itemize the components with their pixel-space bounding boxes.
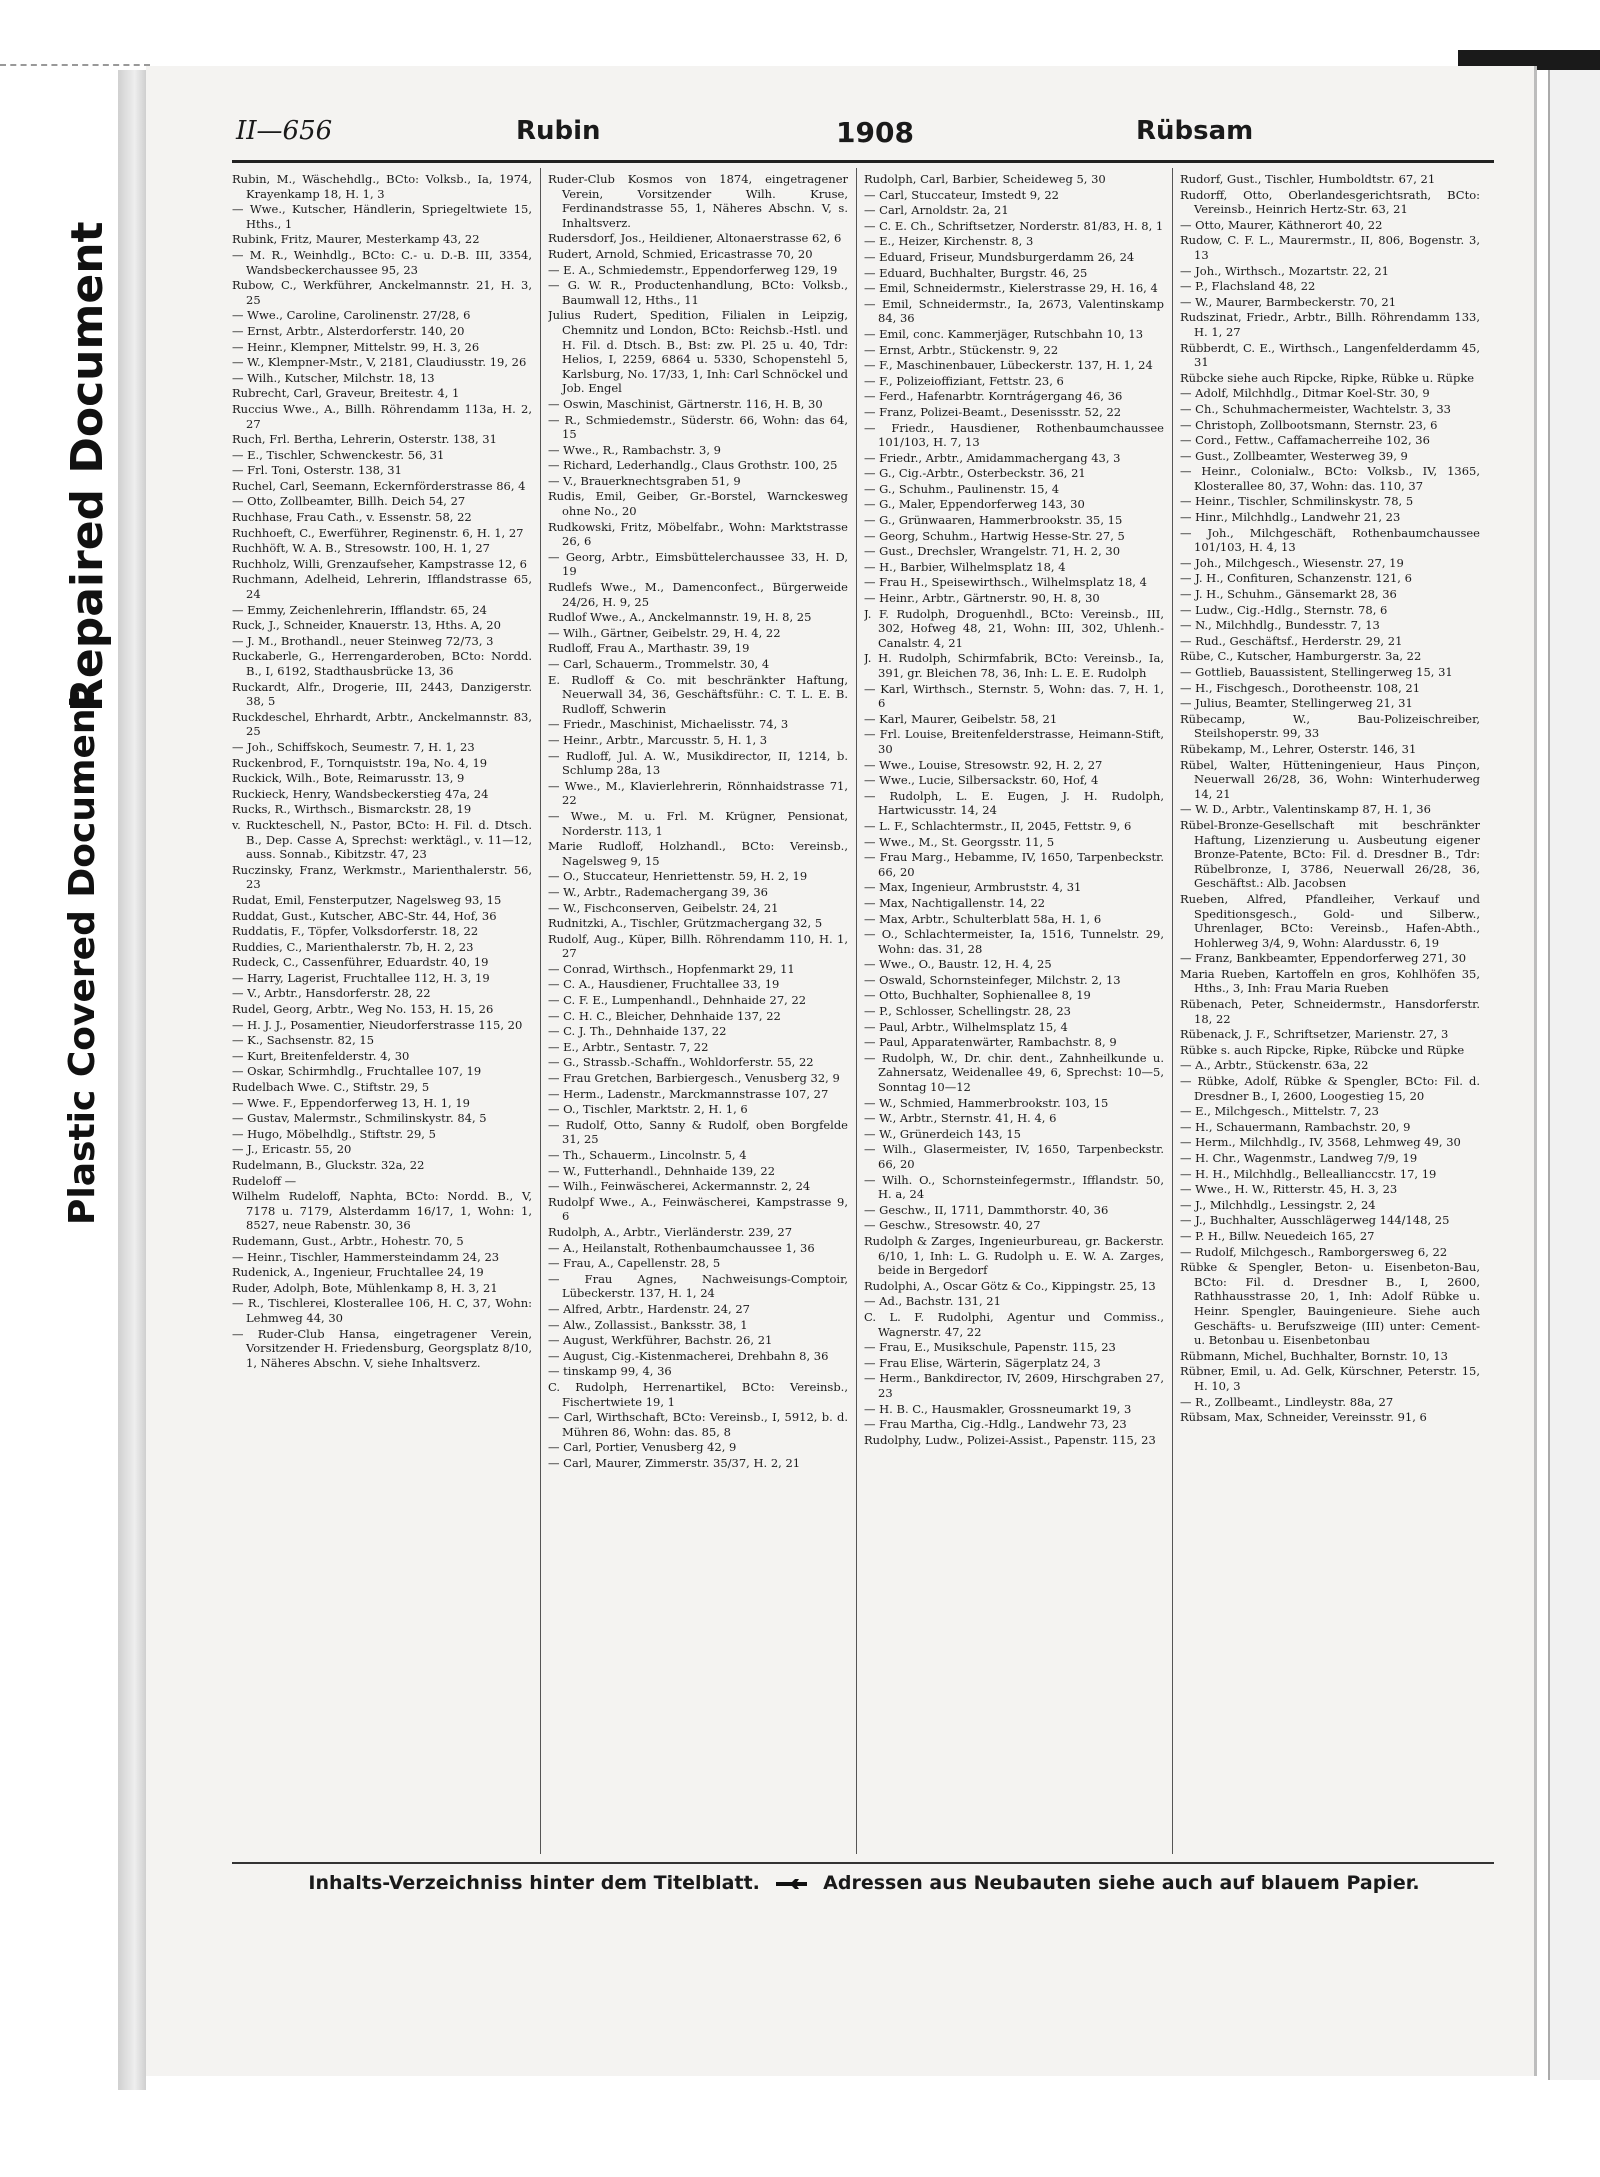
directory-entry: — H. H., Milchhdlg., Belleallianccstr. 17, 19 [1180,1166,1437,1181]
directory-entry: — Joh., Wirthsch., Mozartstr. 22, 21 [1180,263,1389,278]
directory-entry: — Max, Nachtigallenstr. 14, 22 [864,895,1046,910]
directory-entry: — Max, Ingenieur, Armbruststr. 4, 31 [864,880,1082,895]
directory-entry: Ruchmann, Adelheid, Lehrerin, Ifflandstrasse 65, 24 [232,572,532,602]
directory-entry: Rudolpf Wwe., A., Feinwäscherei, Kampstrasse 9, 6 [548,1194,848,1224]
directory-entry: — Emmy, Zeichenlehrerin, Ifflandstr. 65, 24 [232,602,487,617]
directory-entry: Ruch, Frl. Bertha, Lehrerin, Osterstr. 138, 31 [232,432,497,447]
directory-entry: — G., Grünwaaren, Hammerbrookstr. 35, 15 [864,513,1123,528]
directory-entry: — Rübke, Adolf, Rübke & Spengler, BCto: Fil. d. Dresdner B., I, 2600, Loogestieg 15, 20 [1180,1074,1480,1103]
directory-entry: — Gust., Drechsler, Wrangelstr. 71, H. 2, 30 [864,544,1121,559]
directory-entry: — Emil, Schneidermstr., Kielerstrasse 29, H. 16, 4 [864,281,1158,296]
directory-entry: Maria Rueben, Kartoffeln en gros, Kohlhöfen 35, Hths., 3, Inh: Frau Maria Rueben [1180,966,1480,996]
directory-entry: — R., Tischlerei, Klosterallee 106, H. C, 37, Wohn: Lehmweg 44, 30 [232,1296,532,1325]
directory-entry: Rudkowski, Fritz, Möbelfabr., Wohn: Marktstrasse 26, 6 [548,519,848,549]
column-divider [856,168,857,1854]
directory-entry: — Harry, Lagerist, Fruchtallee 112, H. 3, 19 [232,970,490,985]
footer-left: Inhalts-Verzeichniss hinter dem Titelblatt. [308,1872,760,1894]
directory-entry: — C. J. Th., Dehnhaide 137, 22 [548,1024,727,1039]
directory-entry: — Oskar, Schirmhdlg., Fruchtallee 107, 19 [232,1064,482,1079]
directory-entry: Rudersdorf, Jos., Heildiener, Altonaerstrasse 62, 6 [548,231,842,246]
column-1 [232,172,532,1854]
directory-entry: Rübenack, J. F., Schriftsetzer, Marienstr. 27, 3 [1180,1027,1449,1042]
directory-entry: Rudenick, A., Ingenieur, Fruchtallee 24, 19 [232,1265,484,1280]
directory-entry: — Carl, Stuccateur, Imstedt 9, 22 [864,187,1059,202]
directory-entry: — J., Ericastr. 55, 20 [232,1142,352,1157]
directory-entry: — W., Klempner-Mstr., V, 2181, Claudiusstr. 19, 26 [232,355,527,370]
directory-entry: Ruchel, Carl, Seemann, Eckernförderstrasse 86, 4 [232,478,526,493]
directory-entry: Rübecamp, W., Bau-Polizeischreiber, Steilshoperstr. 99, 33 [1180,711,1480,741]
directory-entry: Rueben, Alfred, Pfandleiher, Verkauf und Speditionsgesch., Gold- und Silberw., Uhrenlager, BCto: Vereinsb., Hafen-Abth., Hohlerweg 3/4, 9, Wohn: Alardusstr. 6, 19 [1180,891,1480,950]
directory-entry: C. L. F. Rudolphi, Agentur und Commiss., Wagnerstr. 47, 22 [864,1309,1164,1339]
directory-entry: Ruchholz, Willi, Grenzaufseher, Kampstrasse 12, 6 [232,556,527,571]
directory-entry: Ruddatis, F., Töpfer, Volksdorferstr. 18, 22 [232,924,479,939]
directory-entry: — Heinr., Arbtr., Gärtnerstr. 90, H. 8, 30 [864,591,1100,606]
directory-entry: — Wilh. O., Schornsteinfegermstr., Ifflandstr. 50, H. a, 24 [864,1172,1164,1202]
directory-entry: — Rudolph, W., Dr. chir. dent., Zahnheilkunde u. Zahnersatz, Weidenallee 49, 6, Sprechst: 10—5, Sonntag 10—12 [864,1050,1164,1095]
directory-entry: — G., Strassb.-Schaffn., Wohldorferstr. 55, 22 [548,1055,814,1070]
directory-entry: — Ad., Bachstr. 131, 21 [864,1294,1001,1309]
directory-entry: Rubin, M., Wäschehdlg., BCto: Volksb., Ia, 1974, Krayenkamp 18, H. 1, 3 [232,172,532,201]
directory-entry: — E., Heizer, Kirchenstr. 8, 3 [864,234,1034,249]
directory-entry: — H. B. C., Hausmakler, Grossneumarkt 19, 3 [864,1401,1132,1416]
directory-entry: — Wwe. F., Eppendorferweg 13, H. 1, 19 [232,1095,470,1110]
directory-entry: — Ludw., Cig.-Hdlg., Sternstr. 78, 6 [1180,602,1388,617]
directory-entry: — Oswin, Maschinist, Gärtnerstr. 116, H. B, 30 [548,396,823,411]
directory-entry: — O., Schlachtermeister, Ia, 1516, Tunnelstr. 29, Wohn: das. 31, 28 [864,927,1164,956]
directory-entry: — E. A., Schmiedemstr., Eppendorferweg 129, 19 [548,262,838,277]
directory-entry: Ruck, J., Schneider, Knauerstr. 13, Hths. A, 20 [232,618,501,633]
directory-entry: — H. Chr., Wagenmstr., Landweg 7/9, 19 [1180,1151,1418,1165]
directory-entry: — E., Milchgesch., Mittelstr. 7, 23 [1180,1104,1379,1119]
directory-entry: — Herm., Ladenstr., Marckmannstrasse 107, 27 [548,1086,829,1101]
directory-entry: — J. H., Confituren, Schanzenstr. 121, 6 [1180,571,1412,586]
directory-entry: — Heinr., Klempner, Mittelstr. 99, H. 3, 26 [232,339,480,354]
side-label [0,100,118,1225]
directory-entry: — J., Milchhdlg., Lessingstr. 2, 24 [1180,1197,1376,1212]
directory-entry: Rudemann, Gust., Arbtr., Hohestr. 70, 5 [232,1233,464,1248]
top-dash-line [0,64,150,66]
directory-entry: v. Ruckteschell, N., Pastor, BCto: H. Fil. d. Dtsch. B., Dep. Casse A, Sprechst: werktägl., v. 11—12, auss. Sonnab., Kibitzstr. 47, 23 [232,817,532,862]
pointing-hand-icon [775,1877,809,1891]
directory-entry: Rudloff, Frau A., Marthastr. 39, 19 [548,641,750,656]
directory-entry: — Wwe., Lucie, Silbersackstr. 60, Hof, 4 [864,773,1099,788]
directory-entry: — Oswald, Schornsteinfeger, Milchstr. 2, 13 [864,972,1121,987]
directory-entry: — Otto, Zollbeamter, Billh. Deich 54, 27 [232,494,466,509]
directory-entry: Ruckardt, Alfr., Drogerie, III, 2443, Danzigerstr. 38, 5 [232,679,532,709]
directory-entry: — Franz, Polizei-Beamt., Desenissstr. 52, 22 [864,404,1122,419]
page-number: II—656 [236,116,333,146]
directory-columns [232,168,1494,1858]
directory-entry: — Joh., Milchgesch., Wiesenstr. 27, 19 [1180,555,1404,570]
directory-entry: Ruccius Wwe., A., Billh. Röhrendamm 113a, H. 2, 27 [232,401,532,431]
directory-entry: — Otto, Buchhalter, Sophienallee 8, 19 [864,988,1091,1003]
directory-entry: — Carl, Portier, Venusberg 42, 9 [548,1440,737,1455]
directory-entry: — Ch., Schuhmachermeister, Wachtelstr. 3, 33 [1180,401,1451,416]
directory-entry: — Friedr., Maschinist, Michaelisstr. 74, 3 [548,717,789,732]
directory-entry: — Ferd., Hafenarbtr. Korntrágergang 46, 36 [864,389,1123,404]
directory-entry: — Paul, Arbtr., Wilhelmsplatz 15, 4 [864,1019,1068,1034]
directory-entry: — Frau, E., Musikschule, Papenstr. 115, 23 [864,1340,1116,1355]
directory-entry: — C. E. Ch., Schriftsetzer, Norderstr. 81/83, H. 8, 1 [864,218,1164,233]
directory-entry: Ruder-Club Kosmos von 1874, eingetragener Verein, Vorsitzender Wilh. Kruse, Ferdinandstrasse 55, 1, Näheres Abschn. V, s. Inhaltsverz. [548,172,848,230]
directory-entry: — Georg, Schuhm., Hartwig Hesse-Str. 27, 5 [864,528,1125,543]
column-3 [864,172,1164,1854]
directory-entry: — V., Arbtr., Hansdorferstr. 28, 22 [232,986,431,1001]
directory-entry: — W., Grünerdeich 143, 15 [864,1126,1021,1141]
directory-entry: — Alfred, Arbtr., Hardenstr. 24, 27 [548,1301,750,1316]
directory-entry: — Conrad, Wirthsch., Hopfenmarkt 29, 11 [548,961,795,976]
directory-entry: Rübmann, Michel, Buchhalter, Bornstr. 10, 13 [1180,1348,1448,1363]
directory-entry: — R., Zollbeamt., Lindleystr. 88a, 27 [1180,1394,1394,1409]
footer-right: Adressen aus Neubauten siehe auch auf blauem Papier. [823,1872,1420,1894]
directory-entry: — F., Polizeioffiziant, Fettstr. 23, 6 [864,373,1064,388]
directory-entry: — Carl, Maurer, Zimmerstr. 35/37, H. 2, 21 [548,1455,801,1470]
running-head [236,116,1492,156]
directory-entry: — Ernst, Arbtr., Stückenstr. 9, 22 [864,342,1059,357]
directory-entry: — H. J. J., Posamentier, Nieudorferstrasse 115, 20 [232,1017,523,1032]
directory-entry: Rudolph, Carl, Barbier, Scheideweg 5, 30 [864,172,1106,186]
directory-entry: — Wwe., M., Klavierlehrerin, Rönnhaidstrasse 71, 22 [548,778,848,808]
directory-entry: Rudlof Wwe., A., Anckelmannstr. 19, H. 8, 25 [548,610,812,625]
directory-entry: — G., Schuhm., Paulinenstr. 15, 4 [864,481,1060,496]
directory-entry: — A., Arbtr., Stückenstr. 63a, 22 [1180,1058,1369,1073]
directory-entry: E. Rudloff & Co. mit beschränkter Haftung, Neuerwall 34, 36, Geschäftsführ.: C. T. L. E. B. Rudloff, Schwerin [548,672,848,716]
directory-entry: — Joh., Milchgeschäft, Rothenbaumchaussee 101/103, H. 4, 13 [1180,525,1480,555]
directory-entry: Ruckieck, Henry, Wandsbeckerstieg 47a, 24 [232,786,489,801]
directory-entry: Rudorff, Otto, Oberlandesgerichtsrath, BCto: Vereinsb., Heinrich Hertz-Str. 63, 21 [1180,187,1480,217]
directory-entry: — W., Arbtr., Rademachergang 39, 36 [548,884,768,899]
directory-entry: — Frau Martha, Cig.-Hdlg., Landwehr 73, 23 [864,1417,1127,1432]
directory-entry: — Wilh., Kutscher, Milchstr. 18, 13 [232,370,435,385]
directory-entry: — Hugo, Möbelhdlg., Stiftstr. 29, 5 [232,1126,436,1141]
directory-entry: Rudel, Georg, Arbtr., Weg No. 153, H. 15, 26 [232,1002,494,1017]
directory-entry: — G., Cig.-Arbtr., Osterbeckstr. 36, 21 [864,466,1086,481]
directory-entry: — Geschw., Stresowstr. 40, 27 [864,1218,1041,1233]
year: 1908 [836,116,914,149]
directory-entry: — Julius, Beamter, Stellingerweg 21, 31 [1180,696,1413,711]
directory-entry: J. H. Rudolph, Schirmfabrik, BCto: Vereinsb., Ia, 391, gr. Bleichen 78, 36, Inh: L. E. E. Rudolph [864,651,1164,680]
directory-entry: — Friedr., Hausdiener, Rothenbaumchaussee 101/103, H. 7, 13 [864,420,1164,450]
directory-entry: Ruckick, Wilh., Bote, Reimarusstr. 13, 9 [232,771,465,786]
directory-entry: — Frl. Louise, Breitenfelderstrasse, Heimann-Stift, 30 [864,727,1164,756]
directory-entry: — K., Sachsenstr. 82, 15 [232,1033,375,1048]
directory-entry: — Wwe., Kutscher, Händlerin, Spriegeltwiete 15, Hths., 1 [232,202,532,231]
directory-entry: — R., Schmiedemstr., Süderstr. 66, Wohn: das 64, 15 [548,412,848,442]
directory-entry: Rübel, Walter, Hütteningenieur, Haus Pinçon, Neuerwall 26/28, 36, Wohn: Winterhuderweg 14, 21 [1180,757,1480,801]
directory-entry: — O., Tischler, Marktstr. 2, H. 1, 6 [548,1102,748,1117]
directory-entry: Rudolphy, Ludw., Polizei-Assist., Papenstr. 115, 23 [864,1432,1156,1447]
directory-entry: — Rudloff, Jul. A. W., Musikdirector, II, 1214, b. Schlump 28a, 13 [548,748,848,778]
column-divider [540,168,541,1854]
directory-entry: — Ernst, Arbtr., Alsterdorferstr. 140, 20 [232,323,465,338]
directory-entry: — W. D., Arbtr., Valentinskamp 87, H. 1, 36 [1180,802,1431,817]
directory-entry: Rudert, Arnold, Schmied, Ericastrasse 70, 20 [548,246,813,261]
directory-entry: — Herm., Bankdirector, IV, 2609, Hirschgraben 27, 23 [864,1371,1164,1400]
directory-entry: Rübke & Spengler, Beton- u. Eisenbeton-Bau, BCto: Fil. d. Dresdner B., I, 2600, Rathhausstrasse 20, 1, Inh: Adolf Rübke u. Heinr. Spengler, Bauingenieure. Siehe auch Geschäfts- u. Berufszweige (III) unter: Cement- u. Betonbau u. Eisenbetonbau [1180,1260,1480,1348]
directory-entry: Marie Rudloff, Holzhandl., BCto: Vereinsb., Nagelsweg 9, 15 [548,839,848,868]
directory-entry: Rubrecht, Carl, Graveur, Breitestr. 4, 1 [232,386,460,401]
directory-entry: — E., Arbtr., Sentastr. 7, 22 [548,1039,709,1054]
directory-entry: Ruddat, Gust., Kutscher, ABC-Str. 44, Hof, 36 [232,908,497,923]
directory-entry: Rübe, C., Kutscher, Hamburgerstr. 3a, 22 [1180,649,1422,664]
directory-entry: — M. R., Weinhdlg., BCto: C.- u. D.-B. III, 3354, Wandsbeckerchaussee 95, 23 [232,247,532,277]
directory-entry: — E., Tischler, Schwenckestr. 56, 31 [232,447,445,462]
directory-entry: Ruckdeschel, Ehrhardt, Arbtr., Anckelmannstr. 83, 25 [232,709,532,739]
directory-entry: C. Rudolph, Herrenartikel, BCto: Vereinsb., Fischertwiete 19, 1 [548,1379,848,1409]
directory-entry: — Hinr., Milchhdlg., Landwehr 21, 23 [1180,510,1401,525]
directory-entry: — C. F. E., Lumpenhandl., Dehnhaide 27, 22 [548,993,807,1008]
adjacent-page-edge [1548,70,1600,2080]
directory-entry: — P., Schlosser, Schellingstr. 28, 23 [864,1004,1071,1019]
directory-entry: Rudorf, Gust., Tischler, Humboldtstr. 67, 21 [1180,172,1436,186]
directory-entry: — Gottlieb, Bauassistent, Stellingerweg 15, 31 [1180,665,1453,679]
directory-entry: Rubow, C., Werkführer, Anckelmannstr. 21, H. 3, 25 [232,278,532,307]
directory-entry: Rudlefs Wwe., M., Damenconfect., Bürgerweide 24/26, H. 9, 25 [548,580,848,609]
header-rule [232,160,1494,163]
directory-entry: Rudeloff — [232,1173,297,1188]
directory-entry: — Carl, Arnoldstr. 2a, 21 [864,203,1009,218]
directory-entry: — Emil, conc. Kammerjäger, Rutschbahn 10, 13 [864,326,1144,341]
footer-note [236,1872,1492,1894]
directory-entry: Ruchhöft, W. A. B., Stresowstr. 100, H. 1, 27 [232,541,490,556]
column-divider [1172,168,1173,1854]
directory-entry: — Wwe., Louise, Stresowstr. 92, H. 2, 27 [864,757,1103,772]
directory-entry: Rübenach, Peter, Schneidermstr., Hansdorferstr. 18, 22 [1180,997,1480,1026]
directory-entry: — Joh., Schiffskoch, Seumestr. 7, H. 1, 23 [232,739,475,754]
first-guide-word: Rubin [516,116,601,146]
directory-entry: — J. H., Schuhm., Gänsemarkt 28, 36 [1180,587,1397,602]
directory-entry: Rudow, C. F. L., Maurermstr., II, 806, Bogenstr. 3, 13 [1180,233,1480,262]
directory-entry: Rübner, Emil, u. Ad. Gelk, Kürschner, Peterstr. 15, H. 10, 3 [1180,1364,1480,1393]
directory-entry: — Heinr., Arbtr., Marcusstr. 5, H. 1, 3 [548,732,768,747]
directory-entry: — Kurt, Breitenfelderstr. 4, 30 [232,1048,410,1063]
directory-entry: — Wwe., M., St. Georgsstr. 11, 5 [864,834,1055,849]
directory-entry: — Georg, Arbtr., Eimsbüttelerchaussee 33, H. D, 19 [548,549,848,579]
directory-entry: Rudolf, Aug., Küper, Billh. Röhrendamm 110, H. 1, 27 [548,931,848,961]
directory-entry: Ruchhase, Frau Cath., v. Essenstr. 58, 22 [232,510,472,525]
directory-entry: — Frl. Toni, Osterstr. 138, 31 [232,463,402,478]
directory-entry: Rudszinat, Friedr., Arbtr., Billh. Röhrendamm 133, H. 1, 27 [1180,310,1480,339]
directory-entry: Rübke s. auch Ripcke, Ripke, Rübcke und Rüpke [1180,1042,1465,1057]
directory-entry: — Th., Schauerm., Lincolnstr. 5, 4 [548,1148,747,1162]
directory-entry: — P. H., Billw. Neuedeich 165, 27 [1180,1228,1375,1243]
column-2 [548,172,848,1854]
directory-entry: — Richard, Lederhandlg., Claus Grothstr. 100, 25 [548,458,838,473]
directory-entry: — Wwe., R., Rambachstr. 3, 9 [548,442,721,457]
directory-entry: — Wwe., H. W., Ritterstr. 45, H. 3, 23 [1180,1182,1398,1197]
directory-entry: — Heinr., Tischler, Hammersteindamm 24, 23 [232,1249,500,1264]
directory-entry: Ruder, Adolph, Bote, Mühlenkamp 8, H. 3, 21 [232,1280,498,1295]
directory-entry: — Franz, Bankbeamter, Eppendorferweg 271, 30 [1180,951,1467,966]
directory-entry: J. F. Rudolph, Droguenhdl., BCto: Vereinsb., III, 302, Hofweg 48, 21, Wohn: III, 302, Uhlenh.-Canalstr. 4, 21 [864,606,1164,650]
directory-entry: — Karl, Maurer, Geibelstr. 58, 21 [864,711,1058,726]
repaired-document-label: Repaired Document [62,221,113,712]
directory-entry: — Rud., Geschäftsf., Herderstr. 29, 21 [1180,633,1403,648]
directory-entry: — August, Cig.-Kistenmacherei, Drehbahn 8, 36 [548,1348,829,1363]
directory-entry: — Otto, Maurer, Käthnerort 40, 22 [1180,217,1383,232]
directory-entry: Rudeck, C., Cassenführer, Eduardstr. 40, 19 [232,955,489,970]
directory-entry: Rübberdt, C. E., Wirthsch., Langenfelderdamm 45, 31 [1180,340,1480,370]
directory-entry: Ruckaberle, G., Herrengarderoben, BCto: Nordd. B., I, 6192, Stadthausbrücke 13, 36 [232,649,532,678]
directory-entry: — G. W. R., Productenhandlung, BCto: Volksb., Baumwall 12, Hths., 11 [548,278,848,307]
plastic-covered-label: Plastic Covered Document [62,691,103,1225]
directory-entry: Rübcke siehe auch Ripcke, Ripke, Rübke u. Rüpke [1180,370,1475,385]
directory-entry: Rucks, R., Wirthsch., Bismarckstr. 28, 19 [232,802,472,817]
directory-entry: — Wilh., Glasermeister, IV, 1650, Tarpenbeckstr. 66, 20 [864,1142,1164,1171]
directory-entry: — W., Arbtr., Sternstr. 41, H. 4, 6 [864,1111,1057,1126]
directory-entry: Ruddies, C., Marienthalerstr. 7b, H. 2, 23 [232,939,474,954]
directory-entry: — J., Buchhalter, Ausschlägerweg 144/148, 25 [1180,1213,1450,1228]
directory-entry: — August, Werkführer, Bachstr. 26, 21 [548,1333,773,1348]
directory-entry: — W., Schmied, Hammerbrookstr. 103, 15 [864,1095,1109,1110]
directory-entry: — C. H. C., Bleicher, Dehnhaide 137, 22 [548,1008,781,1023]
directory-entry: — O., Stuccateur, Henriettenstr. 59, H. 2, 19 [548,869,808,884]
directory-entry: — Geschw., II, 1711, Dammthorstr. 40, 36 [864,1202,1109,1217]
directory-entry: — Wwe., O., Baustr. 12, H. 4, 25 [864,957,1052,972]
directory-entry: — Alw., Zollassist., Banksstr. 38, 1 [548,1317,748,1332]
directory-entry: — Herm., Milchhdlg., IV, 3568, Lehmweg 49, 30 [1180,1135,1461,1150]
directory-entry: — Karl, Wirthsch., Sternstr. 5, Wohn: das. 7, H. 1, 6 [864,681,1164,711]
directory-entry: Rudis, Emil, Geiber, Gr.-Borstel, Warnckesweg ohne No., 20 [548,489,848,519]
directory-entry: — H., Barbier, Wilhelmsplatz 18, 4 [864,559,1066,574]
directory-entry: — Christoph, Zollbootsmann, Sternstr. 23, 6 [1180,417,1438,432]
directory-entry: Rübel-Bronze-Gesellschaft mit beschränkter Haftung, Lizenzierung u. Ausbeutung eigener Bronze-Patente, BCto: Fil. d. Dresdner B., Tdr: Rübelbronze, I, 3786, Neuerwall 26/28, 36, Geschäftst.: Alb. Jacobsen [1180,817,1480,891]
last-guide-word: Rübsam [1136,116,1254,146]
directory-entry: — Eduard, Friseur, Mundsburgerdamm 26, 24 [864,249,1135,264]
directory-entry: — F., Maschinenbauer, Lübeckerstr. 137, H. 1, 24 [864,358,1153,373]
directory-entry: Rudolphi, A., Oscar Götz & Co., Kippingstr. 25, 13 [864,1278,1156,1293]
directory-entry: Ruckenbrod, F., Tornquiststr. 19a, No. 4, 19 [232,755,488,770]
directory-entry: — Frau Elise, Wärterin, Sägerplatz 24, 3 [864,1355,1101,1370]
directory-entry: — J. M., Brothandl., neuer Steinweg 72/73, 3 [232,633,494,648]
directory-entry: — Wilh., Gärtner, Geibelstr. 29, H. 4, 22 [548,625,781,640]
directory-entry: Rubink, Fritz, Maurer, Mesterkamp 43, 22 [232,232,480,247]
directory-entry: — Rudolf, Otto, Sanny & Rudolf, oben Borgfelde 31, 25 [548,1117,848,1147]
directory-entry: — N., Milchhdlg., Bundesstr. 7, 13 [1180,618,1380,633]
directory-entry: — G., Maler, Eppendorferweg 143, 30 [864,497,1085,512]
directory-entry: Wilhelm Rudeloff, Naphta, BCto: Nordd. B., V, 7178 u. 7179, Alsterdamm 16/17, 1, Wohn: 1, 8527, neue Rabenstr. 30, 36 [232,1189,532,1233]
directory-entry: — Wwe., M. u. Frl. M. Krügner, Pensionat, Norderstr. 113, 1 [548,808,848,838]
directory-entry: Rübsam, Max, Schneider, Vereinsstr. 91, 6 [1180,1410,1427,1425]
directory-entry: — Rudolph, L. E. Eugen, J. H. Rudolph, Hartwicusstr. 14, 24 [864,788,1164,818]
directory-entry: — Frau Marg., Hebamme, IV, 1650, Tarpenbeckstr. 66, 20 [864,850,1164,879]
directory-entry: — Frau H., Speisewirthsch., Wilhelmsplatz 18, 4 [864,575,1147,590]
directory-entry: — W., Maurer, Barmbeckerstr. 70, 21 [1180,294,1397,309]
directory-entry: — V., Brauerknechtsgraben 51, 9 [548,473,741,488]
directory-entry: Rudnitzki, A., Tischler, Grützmachergang 32, 5 [548,916,823,931]
directory-entry: Rudolph & Zarges, Ingenieurbureau, gr. Backerstr. 6/10, 1, Inh: L. G. Rudolph u. E. W. A. Zarges, beide in Bergedorf [864,1233,1164,1278]
directory-entry: — A., Heilanstalt, Rothenbaumchaussee 1, 36 [548,1240,815,1255]
directory-entry: Rudolph, A., Arbtr., Vierländerstr. 239, 27 [548,1224,793,1239]
directory-entry: — Eduard, Buchhalter, Burgstr. 46, 25 [864,265,1088,280]
directory-entry: — Frau Agnes, Nachweisungs-Comptoir, Lübeckerstr. 137, H. 1, 24 [548,1271,848,1301]
directory-entry: — Cord., Fettw., Caffamacherreihe 102, 36 [1180,433,1430,448]
directory-entry: — Heinr., Colonialw., BCto: Volksb., IV, 1365, Klosterallee 80, 37, Wohn: das. 110, 37 [1180,464,1480,493]
directory-entry: Rudelmann, B., Gluckstr. 32a, 22 [232,1158,425,1172]
directory-entry: — Carl, Wirthschaft, BCto: Vereinsb., I, 5912, b. d. Mühren 86, Wohn: das. 85, 8 [548,1410,848,1439]
page-binding [118,70,146,2090]
directory-entry: Rübekamp, M., Lehrer, Osterstr. 146, 31 [1180,741,1417,756]
directory-entry: Ruchhoeft, C., Ewerführer, Reginenstr. 6, H. 1, 27 [232,525,524,540]
directory-entry: — Heinr., Tischler, Schmilinskystr. 78, 5 [1180,494,1414,509]
directory-entry: — Frau Gretchen, Barbiergesch., Venusberg 32, 9 [548,1071,840,1086]
directory-entry: — L. F., Schlachtermstr., II, 2045, Fettstr. 9, 6 [864,818,1132,833]
directory-entry: Rudelbach Wwe. C., Stiftstr. 29, 5 [232,1080,430,1095]
directory-entry: — H., Schauermann, Rambachstr. 20, 9 [1180,1119,1411,1134]
directory-entry: — C. A., Hausdiener, Fruchtallee 33, 19 [548,977,780,992]
directory-entry: — P., Flachsland 48, 22 [1180,279,1316,294]
directory-entry: — Rudolf, Milchgesch., Ramborgersweg 6, 22 [1180,1244,1448,1259]
directory-entry: Julius Rudert, Spedition, Filialen in Leipzig, Chemnitz und London, BCto: Reichsb.-Hstl. und H. Fil. d. Dtsch. B., Bst: zw. Pl. 25 u. 40, Tdr: Helios, I, 2259, 6864 u. 5330, Schopenstehl 5, Karlsburg, No. 17/33, 1, Inh: Carl Schnöckel und Job. Engel [548,308,848,396]
directory-entry: — Friedr., Arbtr., Amidammachergang 43, 3 [864,450,1121,465]
directory-entry: — Wwe., Caroline, Carolinenstr. 27/28, 6 [232,308,471,323]
directory-entry: — H., Fischgesch., Dorotheenstr. 108, 21 [1180,680,1421,695]
column-4 [1180,172,1480,1854]
directory-entry: — Gust., Zollbeamter, Westerweg 39, 9 [1180,448,1408,463]
directory-entry: — Gustav, Malermstr., Schmilinskystr. 84, 5 [232,1111,487,1126]
directory-entry: — Frau, A., Capellenstr. 28, 5 [548,1256,721,1271]
directory-entry: — Adolf, Milchhdlg., Ditmar Koel-Str. 30, 9 [1180,386,1430,401]
directory-entry: Rudat, Emil, Fensterputzer, Nagelsweg 93, 15 [232,892,502,907]
directory-entry: Ruczinsky, Franz, Werkmstr., Marienthalerstr. 56, 23 [232,862,532,892]
directory-entry: — Wilh., Feinwäscherei, Ackermannstr. 2, 24 [548,1179,811,1194]
directory-entry: — Max, Arbtr., Schulterblatt 58a, H. 1, 6 [864,911,1102,926]
directory-entry: — Ruder-Club Hansa, eingetragener Verein, Vorsitzender H. Friedensburg, Georgsplatz 8/10, 1, Näheres Abschn. V, siehe Inhaltsverz. [232,1326,532,1370]
directory-entry: — W., Fischconserven, Geibelstr. 24, 21 [548,900,779,915]
directory-entry: — Emil, Schneidermstr., Ia, 2673, Valentinskamp 84, 36 [864,296,1164,326]
footer-rule [232,1862,1494,1864]
directory-entry: — Carl, Schauerm., Trommelstr. 30, 4 [548,657,770,671]
directory-entry: — W., Futterhandl., Dehnhaide 139, 22 [548,1163,776,1178]
directory-entry: — tinskamp 99, 4, 36 [548,1364,672,1379]
directory-entry: — Paul, Apparatenwärter, Rambachstr. 8, 9 [864,1035,1117,1050]
